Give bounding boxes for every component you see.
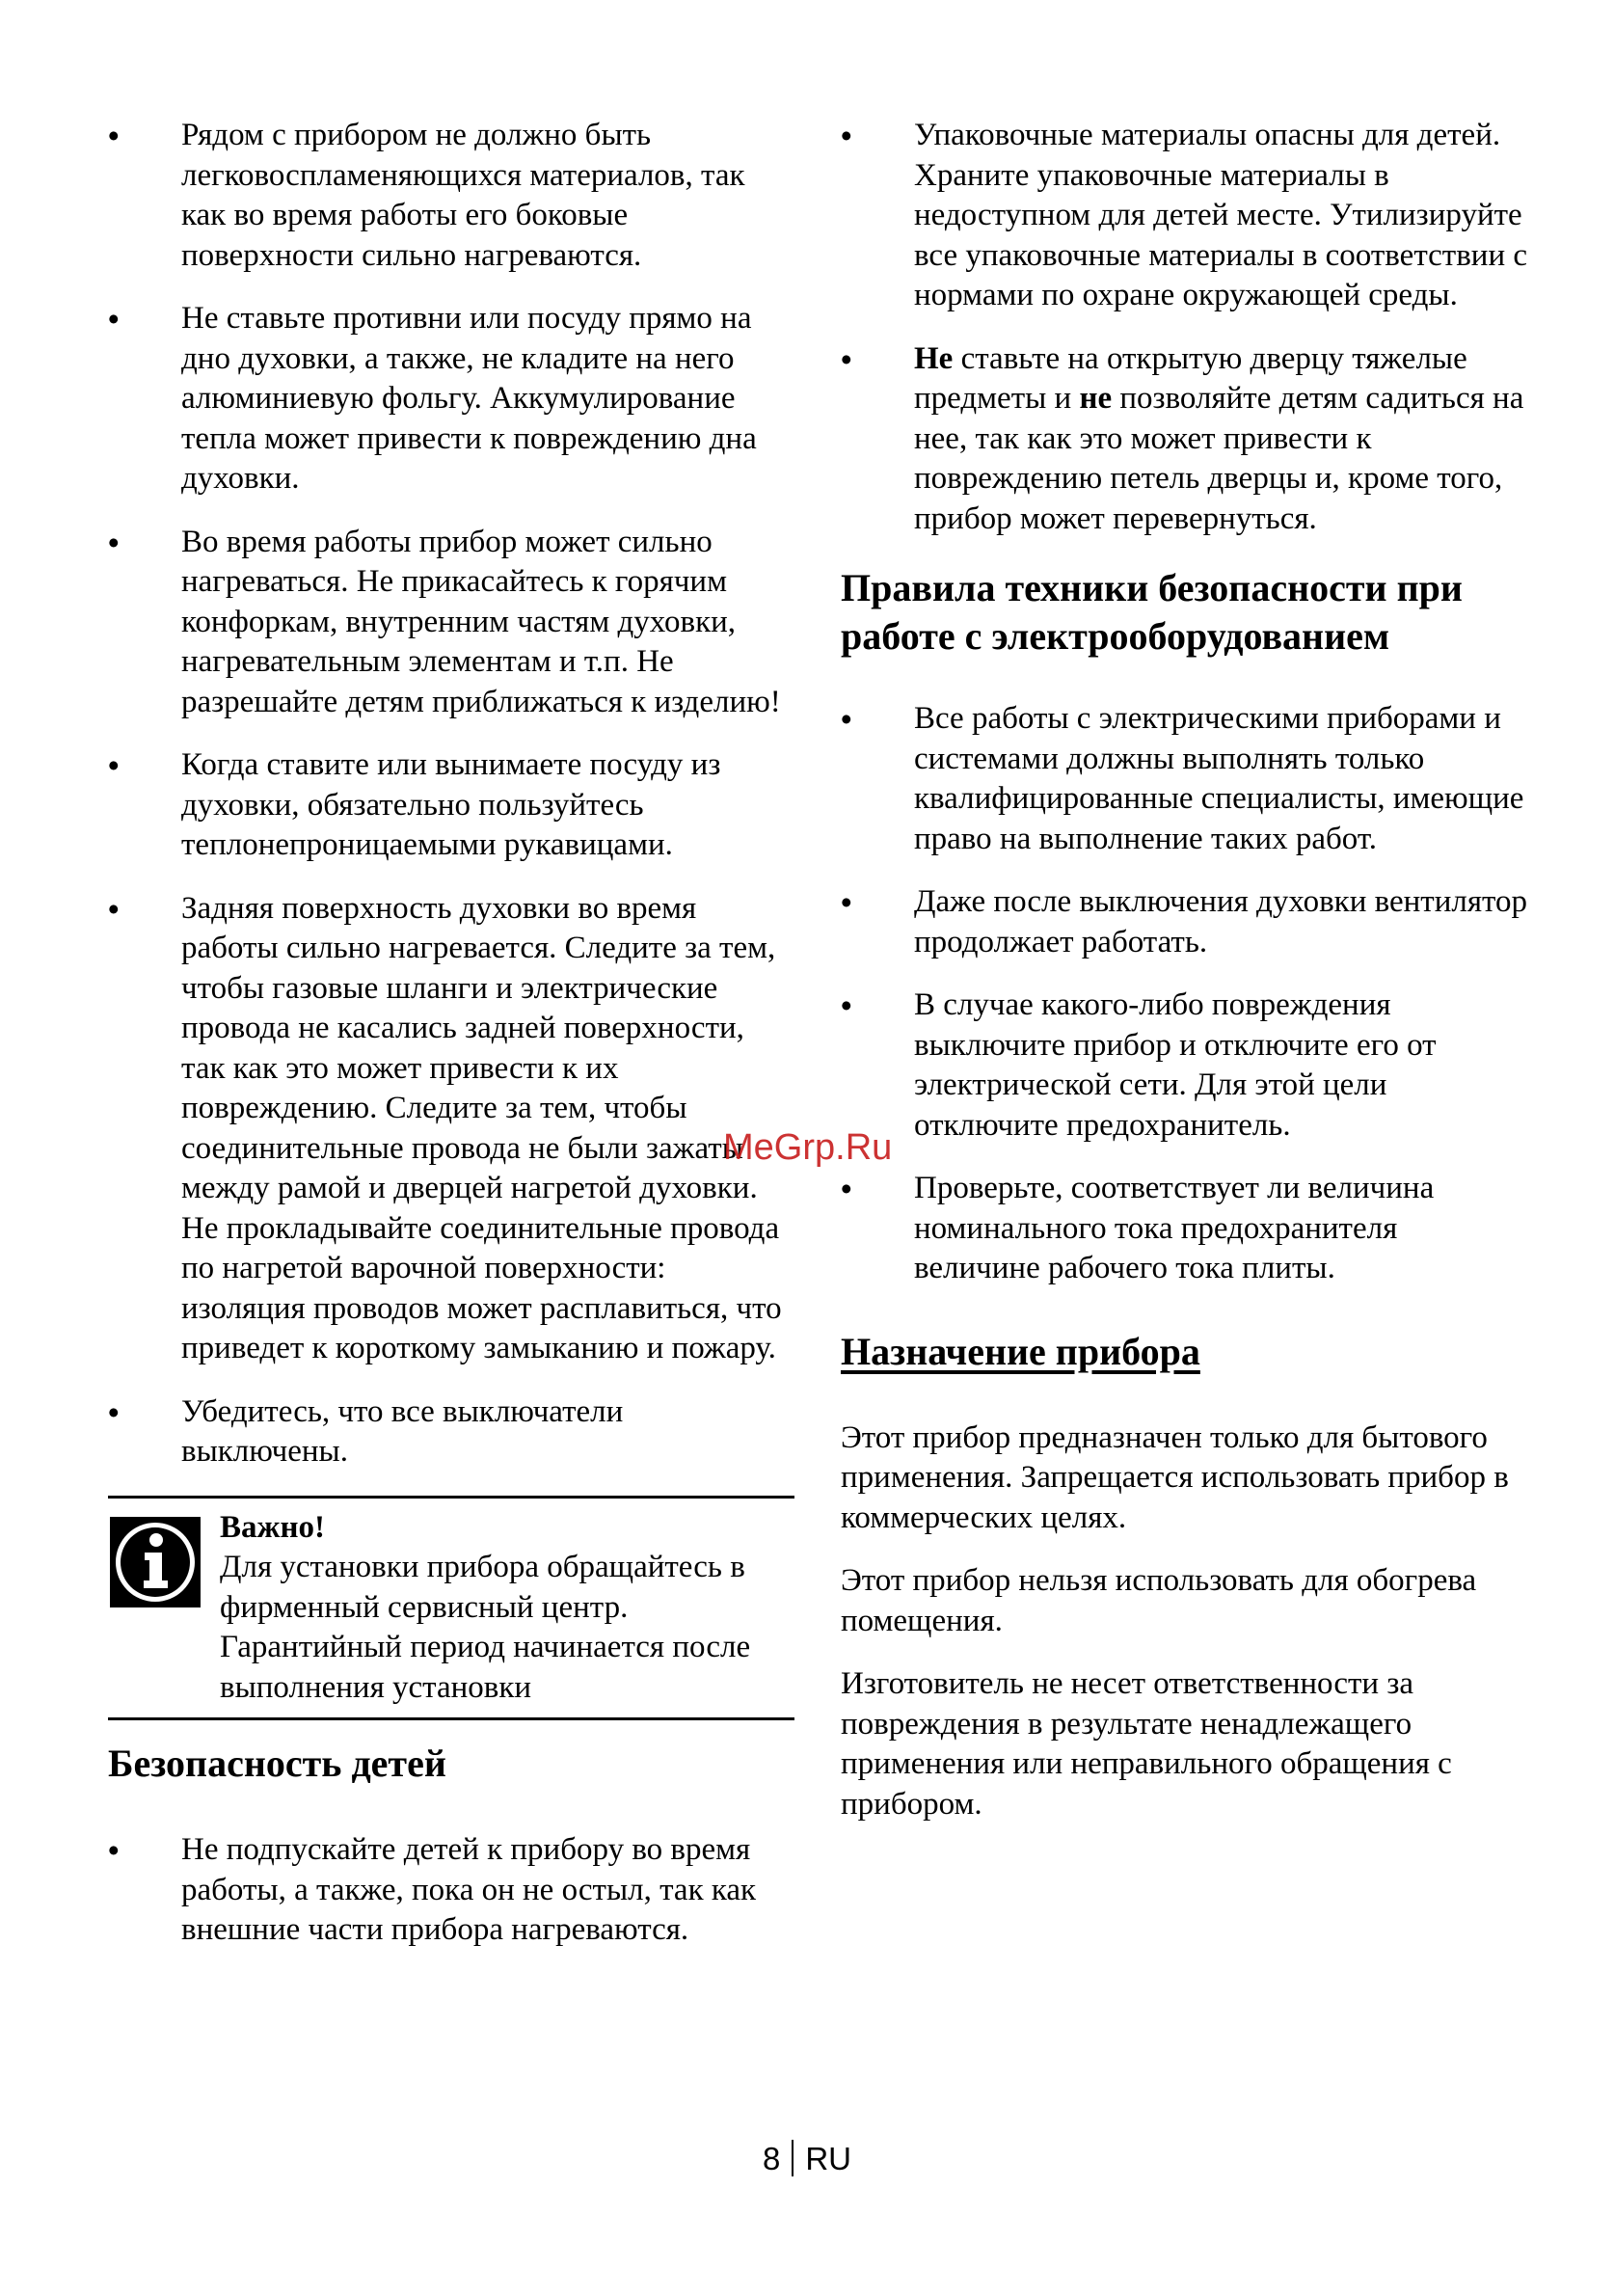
text: ставьте на открытую дверцу тяжелые предметы и [914, 340, 1467, 416]
list-item: • Все работы с электрическими приборами и системами должны выполнять только квалифицированные специалисты, имеющие право на выполнение таких работ. [841, 699, 1530, 859]
list-item: • Рядом с прибором не должно быть легковоспламеняющихся материалов, так как во время работы его боковые поверхности сильно нагреваются. [108, 116, 794, 276]
page-number: 8 [762, 2141, 781, 2176]
info-icon [110, 1517, 201, 1607]
bold-text: не [1079, 381, 1113, 416]
list-item: • Упаковочные материалы опасны для детей. Храните упаковочные материалы в недоступном для детей месте. Утилизируйте все упаковочные материалы в соответствии с нормами по охране окружающей среды. [841, 116, 1530, 316]
text: позволяйте детям садиться на нее, так как это может привести к повреждению петель дверцы и, кроме того, прибор может перевернуться. [914, 381, 1524, 536]
notice-text: Для установки прибора обращайтесь в фирменный сервисный центр. Гарантийный период начинается после выполнения установки [220, 1550, 751, 1705]
section-heading-purpose: Назначение прибора [841, 1329, 1200, 1373]
footer-separator [792, 2140, 794, 2176]
language-code: RU [805, 2141, 852, 2176]
list-item: • Даже после выключения духовки вентилятор продолжает работать. [841, 882, 1530, 962]
section-heading-electrical-safety: Правила техники безопасности при работе с электрооборудованием [841, 566, 1463, 658]
child-safety-list [108, 1830, 794, 1951]
paragraph: Этот прибор нельзя использовать для обогрева помещения. [841, 1563, 1477, 1638]
safety-bullet-list [108, 116, 794, 1472]
important-notice [108, 1496, 794, 1721]
list-item: • Задняя поверхность духовки во время работы сильно нагревается. Следите за тем, чтобы газовые шланги и электрические провода не касались задней поверхности, так как это может привести к их повреждению. Следите за тем, чтобы соединительные провода не были зажаты между рамой и дверцей нагретой духовки. Не прокладывайте соединительные провода по нагретой варочной поверхности: изоляция проводов может расплавиться, что приведет к короткому замыканию и пожару. [108, 889, 794, 1369]
list-item [841, 339, 1530, 540]
list-item: • В случае какого-либо повреждения выключите прибор и отключите его от электрической сети. Для этой цели отключите предохранитель. [841, 986, 1530, 1146]
electrical-bullet-list [841, 699, 1530, 1289]
list-item: • Убедитесь, что все выключатели выключены. [108, 1392, 794, 1472]
list-item: • Не ставьте противни или посуду прямо на дно духовки, а также, не кладите на него алюминиевую фольгу. Аккумулирование тепла может привести к повреждению дна духовки. [108, 299, 794, 500]
section-heading-child-safety: Безопасность детей [108, 1742, 446, 1785]
packaging-bullet-list [841, 116, 1530, 539]
paragraph: Этот прибор предназначен только для бытового применения. Запрещается использовать прибор в коммерческих целях. [841, 1419, 1509, 1535]
left-column [108, 116, 794, 1974]
list-item: • Проверьте, соответствует ли величина номинального тока предохранителя величине рабочего тока плиты. [841, 1169, 1530, 1289]
paragraph: Изготовитель не несет ответственности за повреждения в результате ненадлежащего применения или неправильного обращения с прибором. [841, 1666, 1452, 1822]
page-footer [0, 2139, 1614, 2179]
watermark: MeGrp.Ru [723, 1127, 893, 1168]
list-item: • Не подпускайте детей к прибору во время работы, а также, пока он не остыл, так как внешние части прибора нагреваются. [108, 1830, 794, 1951]
list-item: • Во время работы прибор может сильно нагреваться. Не прикасайтесь к горячим конфоркам, внутренним частям духовки, нагревательным элементам и т.п. Не разрешайте детям приближаться к изделию! [108, 523, 794, 723]
notice-title: Важно! [220, 1509, 325, 1545]
list-item: • Когда ставите или вынимаете посуду из духовки, обязательно пользуйтесь теплонепроницаемыми рукавицами. [108, 745, 794, 866]
right-column [841, 116, 1530, 1848]
bold-text: Не [914, 340, 954, 376]
